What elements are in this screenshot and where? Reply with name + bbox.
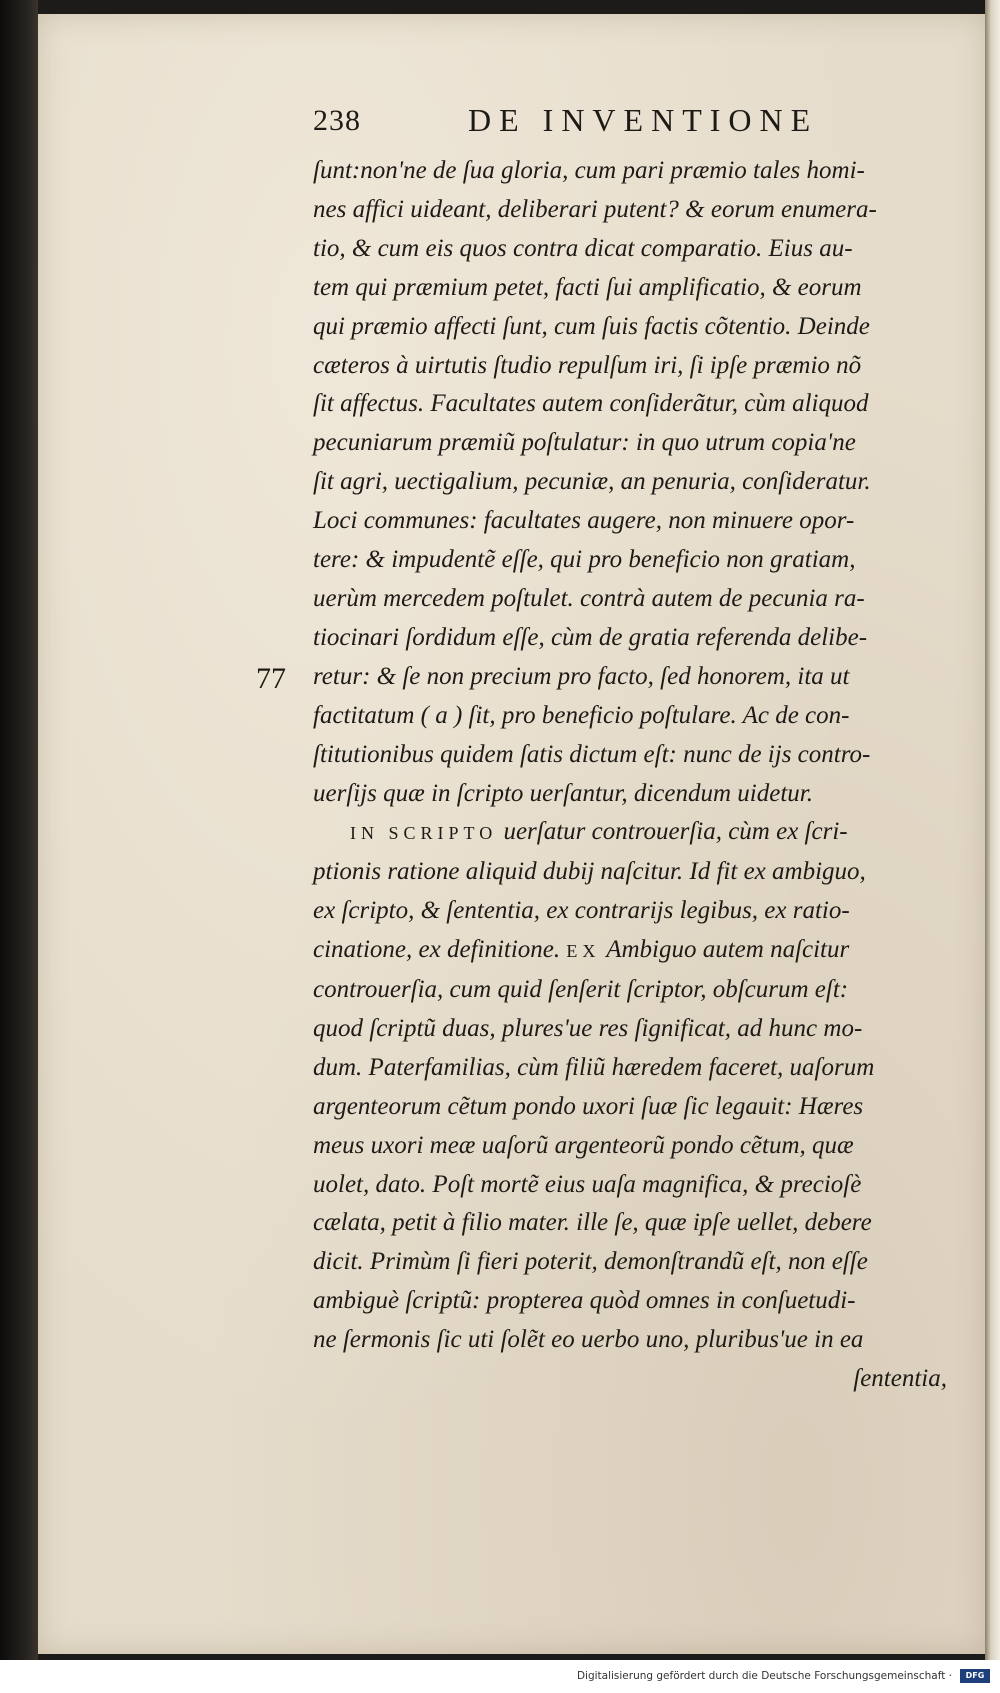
margin-note: 77	[256, 662, 286, 695]
text-line: retur: & ſe non precium pro facto, ſed honorem, ita ut	[313, 662, 850, 690]
catchword: ſententia,	[853, 1365, 947, 1393]
text-line: ſunt:non'ne de ſua gloria, cum pari præmio tales homi-	[313, 157, 865, 184]
text-line: nes affici uideant, deliberari putent? & eorum enumera-	[313, 195, 877, 223]
page-stack-edge	[985, 0, 1000, 1660]
text-line: tere: & impudentẽ eſſe, qui pro beneficio non gratiam,	[313, 546, 856, 574]
text-line	[313, 813, 973, 853]
text-line: ſit affectus. Facultates autem conſiderãtur, cùm aliquod	[313, 390, 869, 418]
section-lead: EX	[566, 941, 601, 962]
text-line: ſit agri, uectigalium, pecuniæ, an penuria, conſideratur.	[313, 468, 871, 496]
book-page	[38, 14, 986, 1654]
text-line: uolet, dato. Poſt mortẽ eius uaſa magnifica, & precioſè	[313, 1170, 862, 1198]
book-binding-edge	[0, 0, 38, 1660]
page-number: 238	[313, 104, 361, 137]
text-line-rest: uerſatur controuerſia, cùm ex ſcri-	[497, 818, 848, 846]
text-line: dicit. Primùm ſi fieri poterit, demonſtrandũ eſt, non eſſe	[313, 1248, 868, 1276]
text-block	[313, 94, 973, 1399]
text-line: ſtitutionibus quidem ſatis dictum eſt: nunc de ijs contro-	[313, 740, 871, 768]
footer-bar	[0, 1660, 1000, 1693]
text-line: pecuniarum præmiũ poſtulatur: in quo utrum copia'ne	[313, 429, 856, 457]
text-line: Loci communes: facultates augere, non minuere opor-	[313, 507, 855, 535]
running-head	[313, 94, 973, 152]
text-line: tio, & cum eis quos contra dicat comparatio. Eius au-	[313, 234, 853, 262]
text-line: uerùm mercedem poſtulet. contrà autem de pecunia ra-	[313, 584, 865, 612]
body-text	[313, 152, 973, 1399]
text-line: tem qui præmium petet, facti ſui amplificatio, & eorum	[313, 273, 862, 301]
dfg-logo-icon: DFG	[960, 1669, 990, 1683]
text-line: ne ſermonis ſic uti ſolẽt eo uerbo uno, pluribus'ue in ea	[313, 1326, 864, 1354]
text-line: argenteorum cẽtum pondo uxori ſuæ ſic legauit: Hæres	[313, 1092, 864, 1120]
text-line: dum. Paterfamilias, cùm filiũ hæredem faceret, uaſorum	[313, 1053, 875, 1081]
text-line: ptionis ratione aliquid dubij naſcitur. Id fit ex ambiguo,	[313, 858, 866, 886]
text-line: tiocinari ſordidum eſſe, cùm de gratia referenda delibe-	[313, 623, 868, 651]
text-line: ex ſcripto, & ſententia, ex contrarijs legibus, ex ratio-	[313, 897, 850, 925]
text-line: controuerſia, cum quid ſenſerit ſcriptor, obſcurum eſt:	[313, 976, 849, 1004]
text-line: meus uxori meæ uaſorũ argenteorũ pondo cẽtum, quæ	[313, 1131, 854, 1159]
running-title: DE INVENTIONE	[468, 102, 819, 138]
funding-credit: Digitalisierung gefördert durch die Deutsche Forschungsgemeinschaft ·	[576, 1670, 952, 1682]
text-line: cælata, petit à filio mater. ille ſe, quæ ipſe uellet, debere	[313, 1209, 872, 1237]
text-line: quod ſcriptũ duas, plures'ue res ſignificat, ad hunc mo-	[313, 1014, 863, 1042]
text-line-start: cinatione, ex definitione.	[313, 936, 567, 964]
text-line: factitatum ( a ) ſit, pro beneficio poſtulare. Ac de con-	[313, 701, 850, 729]
section-lead: IN SCRIPTO	[350, 823, 498, 844]
text-line-rest: Ambiguo autem naſcitur	[600, 936, 850, 964]
text-line: qui præmio affecti ſunt, cum ſuis factis cõtentio. Deinde	[313, 312, 870, 340]
text-line: ambiguè ſcriptũ: propterea quòd omnes in conſuetudi-	[313, 1287, 856, 1315]
text-line: cæteros à uirtutis ſtudio repulſum iri, ſi ipſe præmio nõ	[313, 351, 862, 379]
text-line: uerſijs quæ in ſcripto uerſantur, dicendum uidetur.	[313, 779, 813, 807]
text-line	[313, 931, 973, 971]
